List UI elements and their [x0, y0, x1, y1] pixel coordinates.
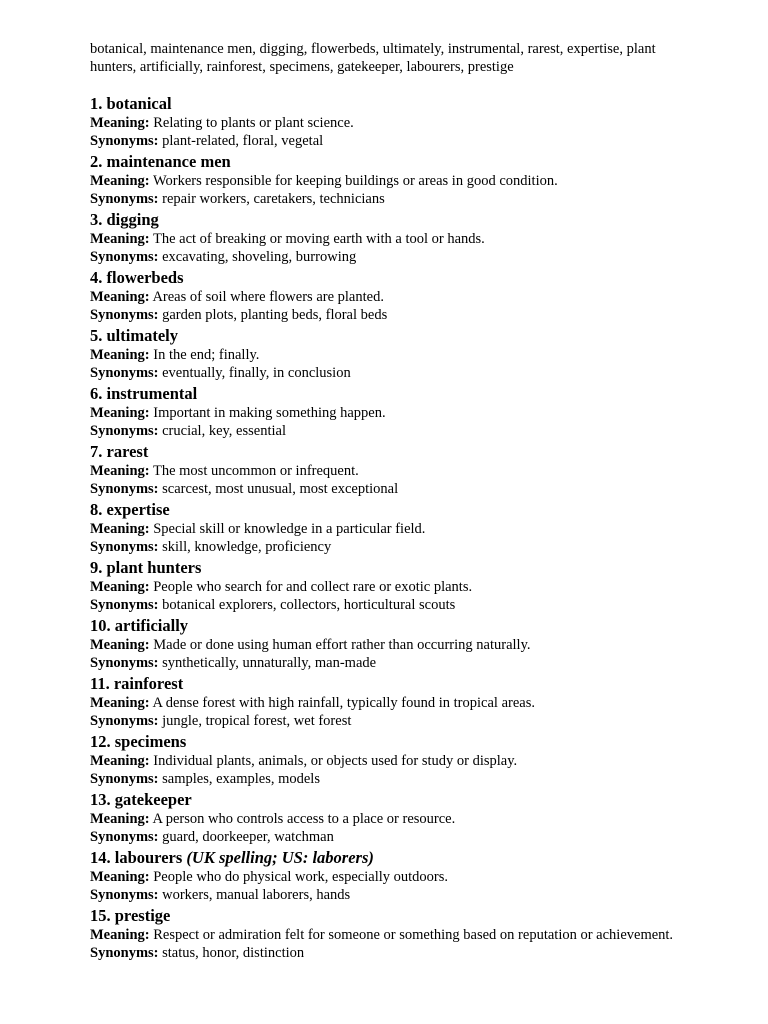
meaning-label: Meaning:: [90, 173, 150, 189]
synonyms-text: skill, knowledge, proficiency: [162, 539, 332, 555]
entry-number: 3.: [90, 210, 103, 229]
vocab-entry: [90, 788, 678, 846]
vocab-entry: [90, 556, 678, 614]
entry-word: digging: [106, 210, 159, 229]
meaning-label: Meaning:: [90, 347, 150, 363]
entry-number: 5.: [90, 326, 103, 345]
meaning-text: Special skill or knowledge in a particular field.: [153, 521, 426, 537]
entry-heading: [90, 672, 678, 694]
entry-number: 12.: [90, 732, 111, 751]
word-list-intro: botanical, maintenance men, digging, flowerbeds, ultimately, instrumental, rarest, expertise, plant hunters, artificially, rainforest, specimens, gatekeeper, labourers, prestige: [90, 41, 656, 75]
entry-number: 14.: [90, 848, 111, 867]
synonyms-text: botanical explorers, collectors, horticultural scouts: [162, 597, 456, 613]
meaning-text: Relating to plants or plant science.: [153, 115, 354, 131]
meaning-line: [90, 404, 678, 422]
entry-word: plant hunters: [106, 558, 202, 577]
meaning-label: Meaning:: [90, 231, 150, 247]
entry-heading: [90, 730, 678, 752]
entry-word: rainforest: [113, 674, 184, 693]
entry-spelling-note: (UK spelling; US: laborers): [186, 848, 374, 867]
entry-number: 13.: [90, 790, 111, 809]
synonyms-line: [90, 132, 678, 150]
meaning-line: [90, 694, 678, 712]
entry-word: gatekeeper: [114, 790, 192, 809]
meaning-text: The most uncommon or infrequent.: [152, 463, 359, 479]
synonyms-label: Synonyms:: [90, 365, 159, 381]
synonyms-line: [90, 248, 678, 266]
synonyms-label: Synonyms:: [90, 423, 159, 439]
synonyms-text: scarcest, most unusual, most exceptional: [162, 481, 399, 497]
entry-word: artificially: [114, 616, 189, 635]
vocabulary-entries: [90, 92, 678, 962]
vocab-entry: [90, 324, 678, 382]
vocab-entry: [90, 150, 678, 208]
synonyms-line: [90, 306, 678, 324]
synonyms-text: repair workers, caretakers, technicians: [162, 191, 385, 207]
meaning-line: [90, 810, 678, 828]
meaning-label: Meaning:: [90, 521, 150, 537]
synonyms-label: Synonyms:: [90, 481, 159, 497]
meaning-label: Meaning:: [90, 579, 150, 595]
meaning-label: Meaning:: [90, 405, 150, 421]
vocab-entry: [90, 672, 678, 730]
synonyms-text: guard, doorkeeper, watchman: [162, 829, 334, 845]
entry-word: botanical: [106, 94, 172, 113]
entry-word: expertise: [106, 500, 170, 519]
entry-heading: [90, 92, 678, 114]
meaning-line: [90, 346, 678, 364]
synonyms-label: Synonyms:: [90, 191, 159, 207]
vocab-entry: [90, 440, 678, 498]
vocab-entry: [90, 614, 678, 672]
synonyms-line: [90, 886, 678, 904]
meaning-text: The act of breaking or moving earth with a tool or hands.: [152, 231, 485, 247]
meaning-line: [90, 462, 678, 480]
meaning-line: [90, 520, 678, 538]
meaning-text: Workers responsible for keeping buildings or areas in good condition.: [152, 173, 558, 189]
vocab-entry: [90, 208, 678, 266]
synonyms-line: [90, 654, 678, 672]
entry-number: 7.: [90, 442, 103, 461]
entry-word: rarest: [106, 442, 149, 461]
synonyms-label: Synonyms:: [90, 655, 159, 671]
synonyms-label: Synonyms:: [90, 597, 159, 613]
vocab-entry: [90, 846, 678, 904]
synonyms-line: [90, 422, 678, 440]
meaning-label: Meaning:: [90, 695, 150, 711]
meaning-label: Meaning:: [90, 869, 150, 885]
synonyms-label: Synonyms:: [90, 945, 159, 961]
entry-heading: [90, 440, 678, 462]
synonyms-text: garden plots, planting beds, floral beds: [162, 307, 388, 323]
entry-heading: [90, 382, 678, 404]
synonyms-label: Synonyms:: [90, 307, 159, 323]
meaning-text: In the end; finally.: [153, 347, 260, 363]
synonyms-line: [90, 828, 678, 846]
synonyms-label: Synonyms:: [90, 713, 159, 729]
meaning-line: [90, 636, 678, 654]
entry-number: 10.: [90, 616, 111, 635]
meaning-label: Meaning:: [90, 753, 150, 769]
meaning-text: Important in making something happen.: [153, 405, 386, 421]
meaning-label: Meaning:: [90, 463, 150, 479]
meaning-line: [90, 578, 678, 596]
meaning-text: Respect or admiration felt for someone or something based on reputation or achievement.: [153, 927, 674, 943]
meaning-line: [90, 926, 678, 944]
entry-heading: [90, 614, 678, 636]
synonyms-text: synthetically, unnaturally, man-made: [162, 655, 377, 671]
synonyms-line: [90, 538, 678, 556]
meaning-line: [90, 752, 678, 770]
entry-number: 2.: [90, 152, 103, 171]
meaning-text: People who do physical work, especially outdoors.: [153, 869, 449, 885]
entry-word: flowerbeds: [106, 268, 184, 287]
synonyms-text: crucial, key, essential: [162, 423, 286, 439]
meaning-line: [90, 868, 678, 886]
synonyms-text: plant-related, floral, vegetal: [162, 133, 324, 149]
vocab-entry: [90, 266, 678, 324]
entry-word: instrumental: [106, 384, 198, 403]
entry-number: 4.: [90, 268, 103, 287]
entry-heading: [90, 498, 678, 520]
entry-heading: [90, 150, 678, 172]
synonyms-label: Synonyms:: [90, 249, 159, 265]
synonyms-text: status, honor, distinction: [162, 945, 305, 961]
synonyms-text: eventually, finally, in conclusion: [162, 365, 351, 381]
meaning-line: [90, 172, 678, 190]
synonyms-text: excavating, shoveling, burrowing: [162, 249, 357, 265]
synonyms-label: Synonyms:: [90, 539, 159, 555]
synonyms-text: samples, examples, models: [162, 771, 320, 787]
meaning-line: [90, 230, 678, 248]
synonyms-line: [90, 190, 678, 208]
entry-word: maintenance men: [106, 152, 231, 171]
meaning-text: A person who controls access to a place or resource.: [152, 811, 456, 827]
vocab-entry: [90, 498, 678, 556]
entry-heading: [90, 208, 678, 230]
synonyms-text: jungle, tropical forest, wet forest: [162, 713, 352, 729]
synonyms-label: Synonyms:: [90, 829, 159, 845]
synonyms-line: [90, 770, 678, 788]
entry-word: specimens: [114, 732, 187, 751]
entry-number: 9.: [90, 558, 103, 577]
entry-heading: [90, 556, 678, 578]
meaning-line: [90, 114, 678, 132]
meaning-text: Individual plants, animals, or objects used for study or display.: [153, 753, 518, 769]
synonyms-line: [90, 480, 678, 498]
entry-word: labourers: [114, 848, 183, 867]
meaning-text: People who search for and collect rare or exotic plants.: [153, 579, 473, 595]
entry-word: prestige: [114, 906, 171, 925]
synonyms-label: Synonyms:: [90, 133, 159, 149]
synonyms-line: [90, 712, 678, 730]
entry-number: 6.: [90, 384, 103, 403]
entry-number: 8.: [90, 500, 103, 519]
meaning-text: Areas of soil where flowers are planted.: [152, 289, 384, 305]
meaning-line: [90, 288, 678, 306]
meaning-text: Made or done using human effort rather than occurring naturally.: [153, 637, 531, 653]
entry-heading: [90, 266, 678, 288]
entry-number: 1.: [90, 94, 103, 113]
entry-heading: [90, 846, 678, 868]
synonyms-text: workers, manual laborers, hands: [162, 887, 351, 903]
vocab-entry: [90, 730, 678, 788]
synonyms-label: Synonyms:: [90, 771, 159, 787]
vocab-entry: [90, 382, 678, 440]
entry-heading: [90, 324, 678, 346]
meaning-label: Meaning:: [90, 637, 150, 653]
entry-word: ultimately: [106, 326, 178, 345]
meaning-label: Meaning:: [90, 811, 150, 827]
entry-heading: [90, 904, 678, 926]
vocab-entry: [90, 904, 678, 962]
meaning-label: Meaning:: [90, 115, 150, 131]
synonyms-line: [90, 364, 678, 382]
entry-number: 11.: [90, 674, 110, 693]
entry-heading: [90, 788, 678, 810]
meaning-text: A dense forest with high rainfall, typically found in tropical areas.: [152, 695, 535, 711]
synonyms-line: [90, 596, 678, 614]
synonyms-label: Synonyms:: [90, 887, 159, 903]
vocab-entry: [90, 92, 678, 150]
meaning-label: Meaning:: [90, 289, 150, 305]
synonyms-line: [90, 944, 678, 962]
entry-number: 15.: [90, 906, 111, 925]
meaning-label: Meaning:: [90, 927, 150, 943]
